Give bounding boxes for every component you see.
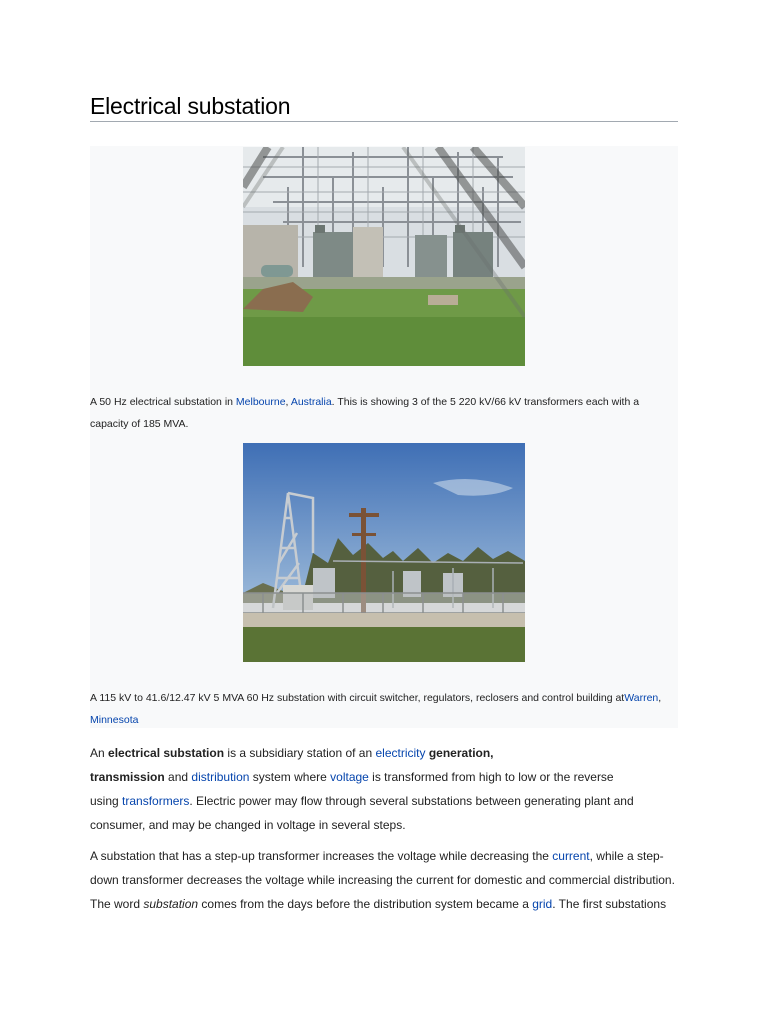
paragraph-intro [90, 741, 678, 837]
caption-text: A 50 Hz electrical substation in [90, 396, 236, 408]
caption-text: , [285, 396, 291, 408]
body-text: system where [249, 770, 331, 784]
page-title: Electrical substation [90, 93, 291, 119]
figure2-caption [90, 687, 678, 731]
body-text: The word [90, 897, 144, 911]
link-grid[interactable]: grid [532, 897, 553, 911]
substation-photo-warren[interactable] [243, 443, 525, 662]
body-text: down transformer decreases the voltage while increasing the current for domestic and commercial distribution. [90, 873, 675, 887]
link-melbourne[interactable]: Melbourne [235, 396, 286, 408]
body-text: . The first substations [552, 897, 667, 911]
body-text: , while a step- [589, 849, 664, 863]
caption-text: capacity of 185 MVA. [90, 418, 189, 430]
link-australia[interactable]: Australia [290, 396, 332, 408]
body-text: is transformed from high to low or the reverse [368, 770, 614, 784]
term-transmission: transmission [90, 770, 165, 784]
link-current[interactable]: current [552, 849, 590, 863]
link-distribution[interactable]: distribution [191, 770, 250, 784]
figure1-caption [90, 391, 678, 435]
link-minnesota[interactable]: Minnesota [90, 714, 139, 726]
link-voltage[interactable]: voltage [330, 770, 369, 784]
body-text: comes from the days before the distribution system became a [198, 897, 533, 911]
warren-photo-image [243, 443, 525, 662]
title-divider [90, 121, 678, 122]
paragraph-step-transformers [90, 844, 678, 916]
melbourne-photo-image [243, 147, 525, 366]
link-warren[interactable]: Warren [624, 692, 659, 704]
body-text: and [164, 770, 192, 784]
caption-text: . This is showing 3 of the 5 220 kV/66 kV transformers each with a [331, 396, 640, 408]
body-text: consumer, and may be changed in voltage in several steps. [90, 818, 406, 832]
body-text: using [90, 794, 123, 808]
term-generation: generation, [428, 746, 494, 760]
link-transformers[interactable]: transformers [122, 794, 190, 808]
body-text: is a subsidiary station of an [224, 746, 376, 760]
term-electrical-substation: electrical substation [108, 746, 225, 760]
body-text: . Electric power may flow through several substations between generating plant and [189, 794, 634, 808]
substation-photo-melbourne[interactable] [243, 147, 525, 366]
term-substation: substation [143, 897, 199, 911]
body-text: A substation that has a step-up transformer increases the voltage while decreasing the [90, 849, 553, 863]
caption-text: , [658, 692, 662, 704]
caption-text: A 115 kV to 41.6/12.47 kV 5 MVA 60 Hz substation with circuit switcher, regulators, reclosers and control building at [90, 692, 625, 704]
link-electricity[interactable]: electricity [375, 746, 426, 760]
body-text: An [90, 746, 109, 760]
